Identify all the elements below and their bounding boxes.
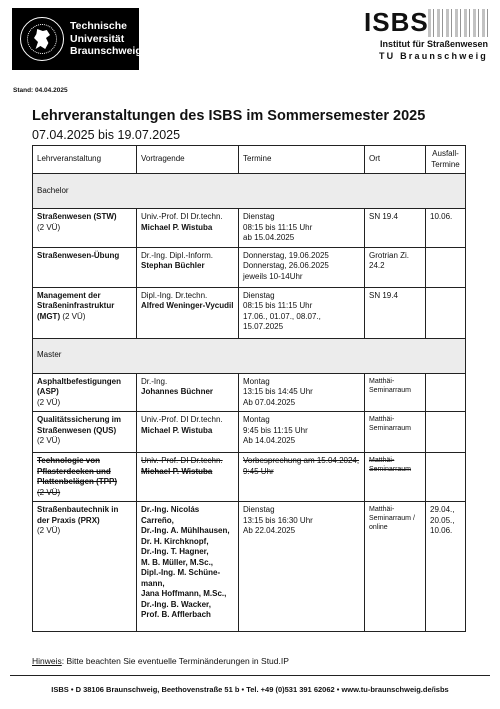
- course-cell: Technologie von Pflasterdecken und Plattenbelägen (TPP) (2 VÜ): [33, 453, 137, 502]
- isbs-logo: [362, 7, 488, 61]
- table-row: [33, 287, 466, 338]
- speaker-cell: Univ.-Prof. DI Dr.techn. Michael P. Wistuba: [137, 412, 239, 453]
- dates-cell: Donnerstag, 19.06.2025 Donnerstag, 26.06.2025 jeweils 10-14Uhr: [239, 247, 365, 287]
- cancel-cell: 10.06.: [426, 209, 466, 248]
- table-row: [33, 412, 466, 453]
- col-header-location: Ort: [365, 146, 426, 174]
- course-cell: Straßenwesen-Übung: [33, 247, 137, 287]
- isbs-university: TU Braunschweig: [378, 50, 488, 61]
- speaker-cell: Univ.-Prof. DI Dr.techn. Michael P. Wistuba: [137, 209, 239, 248]
- dates-cell: Dienstag 13:15 bis 16:30 Uhr Ab 22.04.2025: [239, 502, 365, 632]
- speaker-cell: Dr.-Ing. Dipl.-Inform. Stephan Büchler: [137, 247, 239, 287]
- table-row: [33, 373, 466, 412]
- dates-cell: Dienstag 08:15 bis 11:15 Uhr 17.06., 01.07., 08.07., 15.07.2025: [239, 287, 365, 338]
- tu-seal-icon: [20, 17, 64, 61]
- isbs-name: ISBS: [364, 7, 429, 37]
- cancel-cell: [426, 373, 466, 412]
- tu-braunschweig-logo: [12, 8, 142, 70]
- tu-logo-text: Technische Universität Braunschweig: [70, 20, 142, 58]
- course-cell: Asphaltbefestigungen (ASP) (2 VÜ): [33, 373, 137, 412]
- hint-note: [32, 656, 289, 666]
- cancel-cell: [426, 412, 466, 453]
- isbs-institute: Institut für Straßenwesen: [379, 39, 488, 49]
- cancel-cell: [426, 287, 466, 338]
- course-cell: Straßenbautechnik in der Praxis (PRX) (2 VÜ): [33, 502, 137, 632]
- col-header-cancel: Ausfall-Termine: [426, 146, 466, 174]
- table-row: [33, 209, 466, 248]
- cancel-cell: [426, 453, 466, 502]
- location-cell: Grotrian Zi. 24.2: [365, 247, 426, 287]
- location-cell: Matthäi-Seminarraum / online: [365, 502, 426, 632]
- page-title: Lehrveranstaltungen des ISBS im Sommersemester 2025: [32, 108, 426, 124]
- table-row: [33, 247, 466, 287]
- dates-cell: Montag 13:15 bis 14:45 Uhr Ab 07.04.2025: [239, 373, 365, 412]
- cancel-cell: 29.04., 20.05., 10.06.: [426, 502, 466, 632]
- course-cell: Straßenwesen (STW) (2 VÜ): [33, 209, 137, 248]
- hint-text: : Bitte beachten Sie eventuelle Terminänderungen in Stud.IP: [61, 656, 289, 666]
- table-header-row: [33, 146, 466, 174]
- table-row: [33, 502, 466, 632]
- speaker-cell: Dr.-Ing. Nicolás Carreño, Dr.-Ing. A. Mühlhausen, Dr. H. Kirchknopf, Dr.-Ing. T. Hagner, M. B. Müller, M.Sc., Dipl.-Ing. M. Schüne-mann, Jana Hoffmann, M.Sc., Dr.-Ing. B. Wacker, Prof. B. Afflerbach: [137, 502, 239, 632]
- footer-divider: [10, 675, 490, 676]
- isbs-pattern-icon: [428, 9, 488, 37]
- location-cell: Matthäi-Seminarraum: [365, 412, 426, 453]
- location-cell: SN 19.4: [365, 209, 426, 248]
- dates-cell: Vorbesprechung am 15.04.2024, 9:45 Uhr: [239, 453, 365, 502]
- dates-cell: Montag 9:45 bis 11:15 Uhr Ab 14.04.2025: [239, 412, 365, 453]
- speaker-cell: Univ.-Prof. DI Dr.techn. Michael P. Wistuba: [137, 453, 239, 502]
- hint-label: Hinweis: [32, 656, 62, 666]
- col-header-course: Lehrveranstaltung: [33, 146, 137, 174]
- section-row-bachelor: [33, 174, 466, 209]
- col-header-dates: Termine: [239, 146, 365, 174]
- footer-address: ISBS • D 38106 Braunschweig, Beethovenstraße 51 b • Tel. +49 (0)531 391 62062 • www.tu-braunschweig.de/isbs: [51, 685, 449, 694]
- speaker-cell: Dr.-Ing. Johannes Büchner: [137, 373, 239, 412]
- section-label: Bachelor: [33, 174, 466, 209]
- cancel-cell: [426, 247, 466, 287]
- location-cell: Matthäi-Seminarraum: [365, 453, 426, 502]
- section-row-master: [33, 338, 466, 373]
- location-cell: SN 19.4: [365, 287, 426, 338]
- course-cell: Management der Straßeninfrastruktur (MGT) (2 VÜ): [33, 287, 137, 338]
- course-cell: Qualitätssicherung im Straßenwesen (QUS) (2 VÜ): [33, 412, 137, 453]
- course-table: [32, 145, 466, 632]
- table-row-cancelled: [33, 453, 466, 502]
- semester-period: 07.04.2025 bis 19.07.2025: [32, 128, 181, 142]
- dates-cell: Dienstag 08:15 bis 11:15 Uhr ab 15.04.2025: [239, 209, 365, 248]
- stand-date: Stand: 04.04.2025: [13, 87, 68, 94]
- col-header-speaker: Vortragende: [137, 146, 239, 174]
- section-label: Master: [33, 338, 466, 373]
- location-cell: Matthäi-Seminarraum: [365, 373, 426, 412]
- speaker-cell: Dipl.-Ing. Dr.techn. Alfred Weninger-Vycudil: [137, 287, 239, 338]
